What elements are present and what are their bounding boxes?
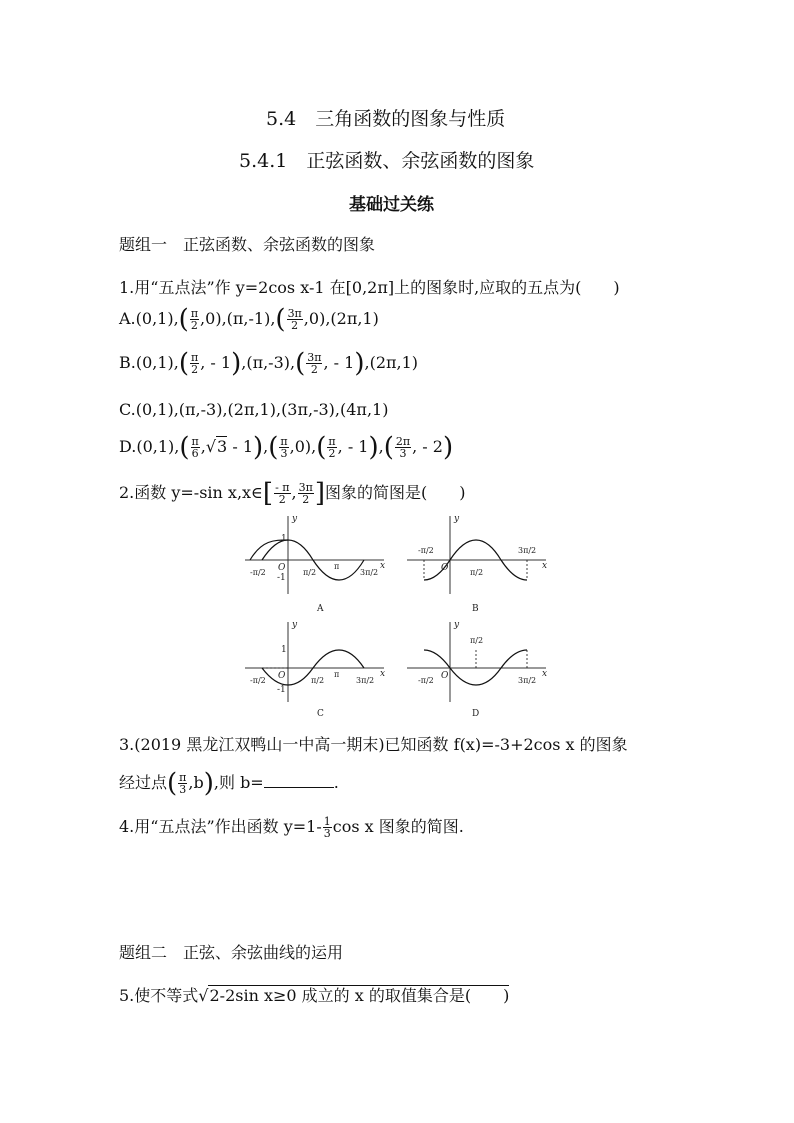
graph-a-neg-one: -1 [277,573,286,583]
graph-a-half-pi: π/2 [303,568,317,577]
graph-a[interactable] [245,514,385,614]
graph-c-three-half-pi: 3π/2 [356,676,375,685]
graph-b-neg-half-pi: -π/2 [418,546,434,555]
graph-b-three-half-pi: 3π/2 [518,546,537,555]
graph-b[interactable] [407,514,547,614]
q1-option-d[interactable]: D.(0,1),( $\frac{\pi}{6}$ ,√3 - 1),( $\frac{\pi}{3}$ ,0),( $\frac{\pi}{2}$ , - 1),( $\frac{2\pi}{3}$ , - 2) [119,432,454,463]
graph-c-neg-half-pi: -π/2 [250,676,266,685]
graph-a-caption: A [317,604,324,614]
graph-d-three-half-pi: 3π/2 [518,676,537,685]
graph-b-half-pi: π/2 [470,568,484,577]
q1-option-a[interactable]: A.(0,1),( $\frac{\pi}{2}$ ,0),(π,-1),( $\frac{3\pi}{2}$ ,0),(2π,1) [119,304,379,335]
graph-a-x-label: x [380,561,386,571]
graph-c-pi: π [334,670,340,679]
graph-a-three-half-pi: 3π/2 [360,568,379,577]
graph-b-caption: B [472,604,479,614]
graph-c-half-pi: π/2 [311,676,325,685]
level-title: 基础过关练 [349,195,434,215]
group2-title: 题组二 正弦、余弦曲线的运用 [119,943,344,962]
graph-c-origin: O [278,671,286,681]
graph-a-neg-half-pi: -π/2 [250,568,266,577]
subsection-title: 5.4.1 正弦函数、余弦函数的图象 [239,150,535,172]
group1-title: 题组一 正弦函数、余弦函数的图象 [119,235,376,254]
graph-a-y-label: y [292,514,298,524]
graph-d-origin: O [441,671,449,681]
graph-c-x-label: x [380,669,386,679]
graph-b-y-label: y [454,514,460,524]
graph-a-one: 1 [281,534,287,544]
q1-option-b[interactable]: B.(0,1),( $\frac{\pi}{2}$ , - 1),(π,-3),( $\frac{3\pi}{2}$ , - 1),(2π,1) [119,348,419,379]
q3-line1: 3.(2019 黑龙江双鸭山一中高一期末)已知函数 f(x)=-3+2cos x 的图象 [119,735,628,754]
graph-c-caption: C [317,709,324,719]
graph-c-neg-one: -1 [277,685,286,695]
graph-b-origin: O [441,563,449,573]
graph-d-x-label: x [542,669,548,679]
q3-line2: 经过点( $\frac{\pi}{3}$ ,b),则 b= . [119,768,339,799]
q4-text: 4.用“五点法”作出函数 y=1- $\frac{1}{3}$ cos x 图象的简图. [119,815,464,840]
graph-d[interactable] [407,620,547,719]
graph-b-x-label: x [542,561,548,571]
q1-stem: 1.用“五点法”作 y=2cos x-1 在[0,2π]上的图象时,应取的五点为( ) [119,278,620,297]
graph-c-one: 1 [281,645,287,655]
q1-option-c[interactable]: C.(0,1),(π,-3),(2π,1),(3π,-3),(4π,1) [119,400,389,419]
graph-c[interactable] [245,620,385,719]
graph-d-neg-half-pi: -π/2 [418,676,434,685]
graph-d-caption: D [472,709,480,719]
graph-d-y-label: y [454,620,460,630]
graph-a-pi: π [334,562,340,571]
section-title: 5.4 三角函数的图象与性质 [266,108,506,130]
q3-answer-blank[interactable] [264,775,334,788]
q2-stem: 2.函数 y=-sin x,x∈[ $\frac{- \pi}{2}$ , $\frac{3\pi}{2}$ ]图象的简图是( ) [119,478,466,509]
graph-a-origin: O [278,563,286,573]
graph-c-y-label: y [292,620,298,630]
q5-text: 5.使不等式√2-2sin x≥0 成立的 x 的取值集合是( ) [119,986,510,1005]
graph-d-half-pi: π/2 [470,636,484,645]
